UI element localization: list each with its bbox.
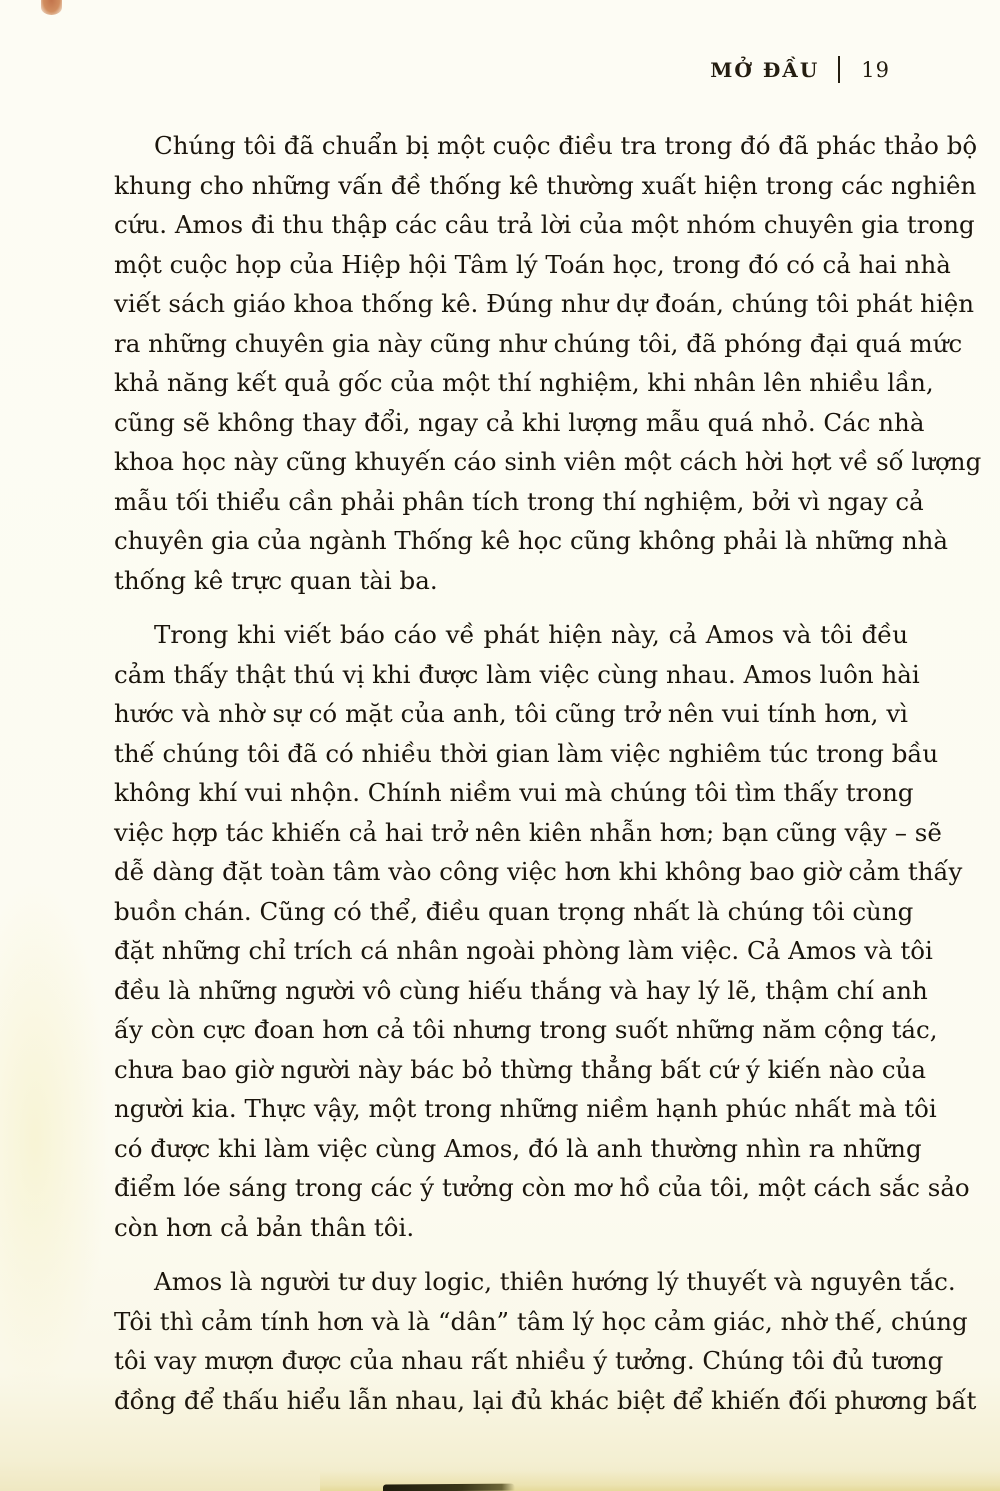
text-line: Tôi thì cảm tính hơn và là “dân” tâm lý học cảm giác, nhờ thế, chúng	[114, 1306, 968, 1336]
text-line: đều là những người vô cùng hiếu thắng và hay lý lẽ, thậm chí anh	[114, 975, 928, 1005]
text-line: mẫu tối thiểu cần phải phân tích trong thí nghiệm, bởi vì ngay cả	[114, 486, 924, 516]
paragraph	[114, 126, 982, 600]
text-line: khung cho những vấn đề thống kê thường xuất hiện trong các nghiên	[114, 170, 977, 200]
text-line: đồng để thấu hiểu lẫn nhau, lại đủ khác biệt để khiến đối phương bất	[114, 1385, 977, 1415]
text-line: dễ dàng đặt toàn tâm vào công việc hơn khi không bao giờ cảm thấy	[114, 857, 963, 886]
text-line: một cuộc họp của Hiệp hội Tâm lý Toán học, trong đó có cả hai nhà	[114, 249, 951, 279]
text-line: ra những chuyên gia này cũng như chúng tôi, đã phóng đại quá mức	[114, 328, 963, 358]
paragraph	[114, 615, 970, 1247]
text-line: hước và nhờ sự có mặt của anh, tôi cũng trở nên vui tính hơn, vì	[114, 699, 908, 728]
header-divider	[838, 56, 840, 83]
text-line: thống kê trực quan tài ba.	[114, 565, 438, 595]
text-line: Amos là người tư duy logic, thiên hướng lý thuyết và nguyên tắc.	[154, 1267, 956, 1296]
text-line: cũng sẽ không thay đổi, ngay cả khi lượng mẫu quá nhỏ. Các nhà	[114, 407, 925, 437]
paper-tint-artifact	[0, 880, 110, 1400]
text-line: cảm thấy thật thú vị khi được làm việc cùng nhau. Amos luôn hài	[114, 659, 920, 689]
text-line: người kia. Thực vậy, một trong những niềm hạnh phúc nhất mà tôi	[114, 1094, 937, 1123]
text-line: chưa bao giờ người này bác bỏ thừng thẳng bất cứ ý kiến nào của	[114, 1054, 926, 1084]
text-line: tôi vay mượn được của nhau rất nhiều ý tưởng. Chúng tôi đủ tương	[114, 1346, 944, 1375]
text-line: Chúng tôi đã chuẩn bị một cuộc điều tra trong đó đã phác thảo bộ	[154, 131, 978, 160]
text-line: viết sách giáo khoa thống kê. Đúng như dự đoán, chúng tôi phát hiện	[114, 289, 974, 318]
text-line: Trong khi viết báo cáo về phát hiện này, cả Amos và tôi đều	[154, 620, 908, 649]
text-line: có được khi làm việc cùng Amos, đó là anh thường nhìn ra những	[114, 1133, 922, 1163]
scan-corner-mark	[41, 0, 62, 15]
paragraph	[114, 1262, 977, 1420]
page-number: 19	[861, 57, 890, 82]
text-line: việc hợp tác khiến cả hai trở nên kiên nhẫn hơn; bạn cũng vậy – sẽ	[114, 817, 942, 847]
text-line: không khí vui nhộn. Chính niềm vui mà chúng tôi tìm thấy trong	[114, 778, 914, 807]
next-page-edge-artifact	[383, 1484, 515, 1491]
text-line: điểm lóe sáng trong các ý tưởng còn mơ hồ của tôi, một cách sắc sảo	[114, 1173, 970, 1202]
text-line: ấy còn cực đoan hơn cả tôi nhưng trong suốt những năm cộng tác,	[114, 1015, 938, 1044]
page-text	[114, 126, 982, 1435]
text-line: thế chúng tôi đã có nhiều thời gian làm việc nghiêm túc trong bầu	[114, 738, 939, 768]
text-line: còn hơn cả bản thân tôi.	[114, 1212, 415, 1242]
running-head	[710, 56, 890, 83]
text-line: cứu. Amos đi thu thập các câu trả lời của một nhóm chuyên gia trong	[114, 210, 975, 239]
text-line: buồn chán. Cũng có thể, điều quan trọng nhất là chúng tôi cùng	[114, 896, 914, 926]
section-title: MỞ ĐẦU	[710, 57, 820, 82]
text-line: khả năng kết quả gốc của một thí nghiệm, khi nhân lên nhiều lần,	[114, 368, 934, 397]
text-line: đặt những chỉ trích cá nhân ngoài phòng làm việc. Cả Amos và tôi	[114, 936, 933, 965]
text-line: chuyên gia của ngành Thống kê học cũng không phải là những nhà	[114, 526, 948, 555]
text-line: khoa học này cũng khuyến cáo sinh viên một cách hời hợt về số lượng	[114, 447, 982, 476]
